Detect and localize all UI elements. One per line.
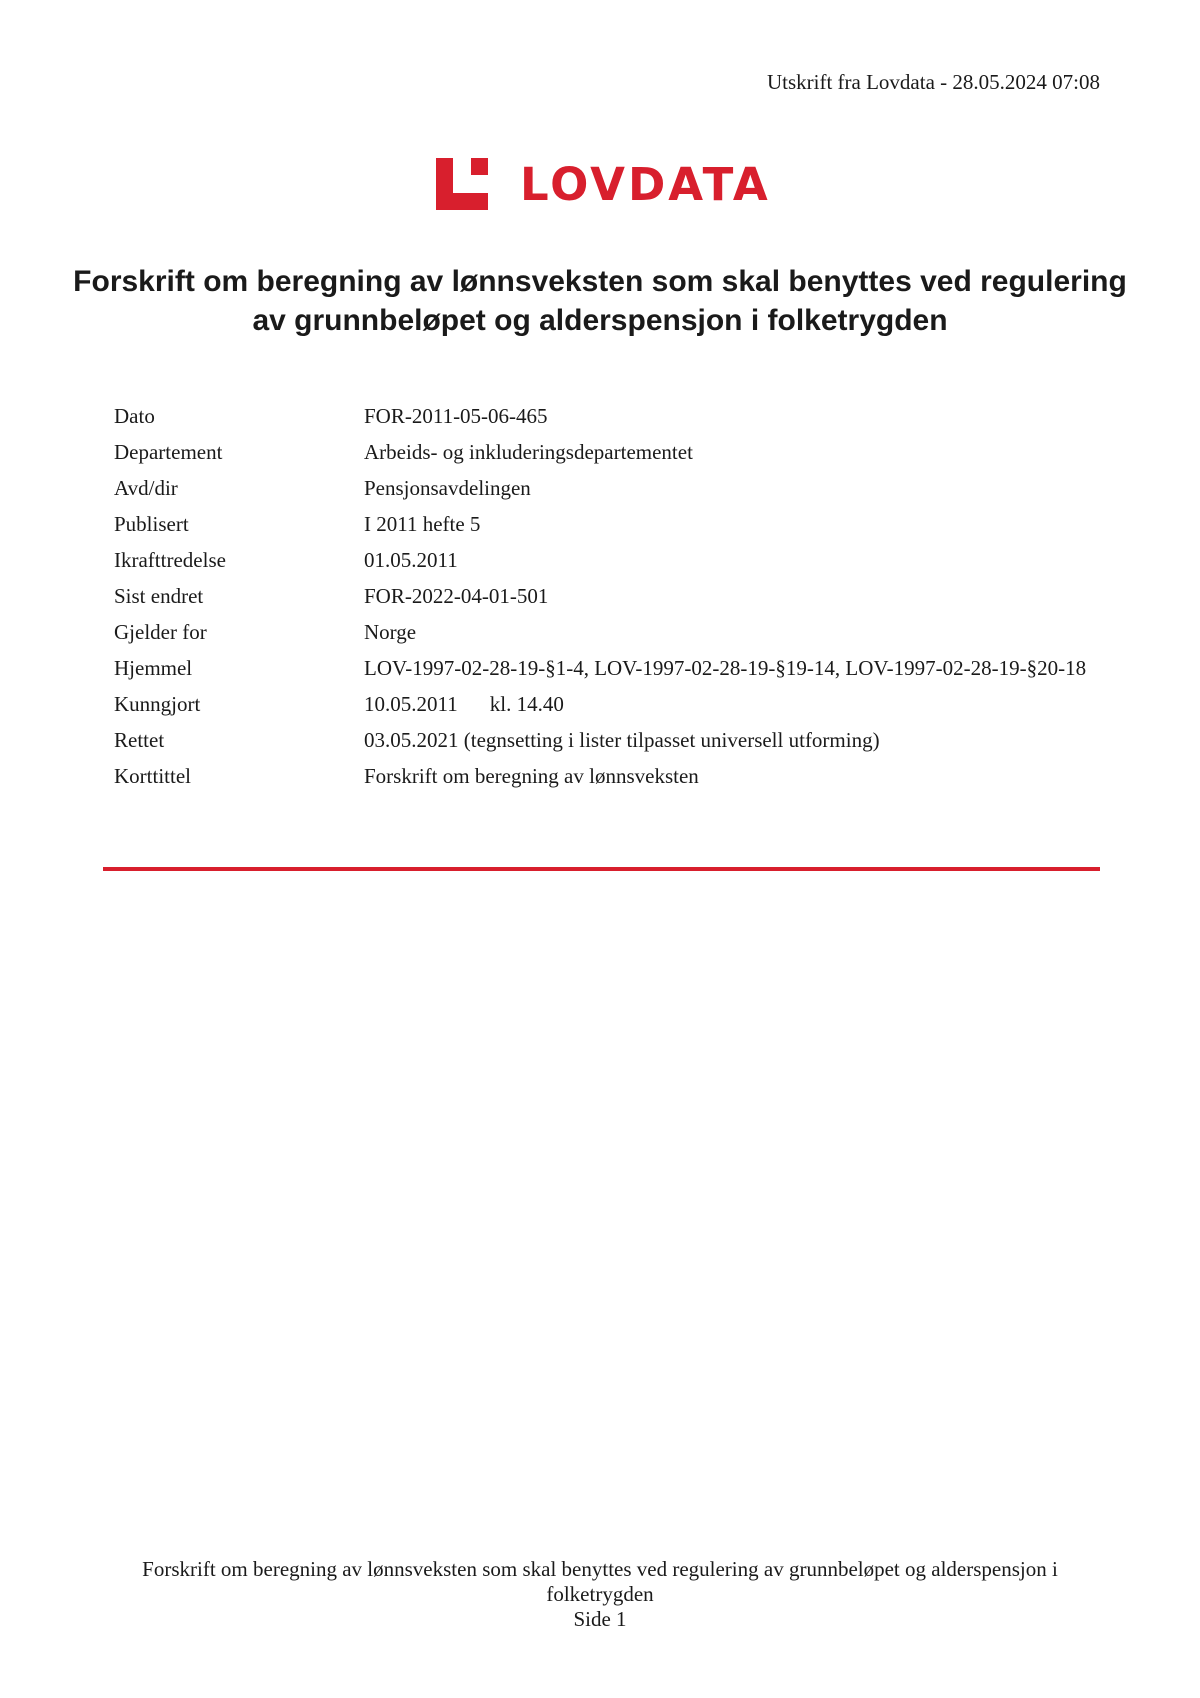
metadata-value: FOR-2011-05-06-465 xyxy=(364,404,548,428)
metadata-value: 03.05.2021 (tegnsetting i lister tilpasset universell utforming) xyxy=(364,728,880,752)
metadata-row xyxy=(114,728,1104,764)
page-number: Side 1 xyxy=(573,1607,627,1631)
metadata-value: 10.05.2011 xyxy=(364,692,458,716)
metadata-row xyxy=(114,548,1104,584)
footer-title: Forskrift om beregning av lønnsveksten som skal benyttes ved regulering av grunnbeløpet og alderspensjon i folketrygden xyxy=(142,1557,1058,1606)
metadata-label: Departement xyxy=(114,440,223,464)
document-title: Forskrift om beregning av lønnsveksten som skal benyttes ved regulering av grunnbeløpet og alderspensjon i folketrygden xyxy=(73,265,1127,337)
metadata-label: Kunngjort xyxy=(114,692,201,716)
metadata-row xyxy=(114,692,1104,728)
lovdata-logo-icon xyxy=(436,158,488,210)
metadata-row xyxy=(114,584,1104,620)
lovdata-logo xyxy=(436,158,771,210)
metadata-row xyxy=(114,620,1104,656)
metadata-value: 01.05.2011 xyxy=(364,548,458,572)
lovdata-logo-text: LOVDATA xyxy=(520,157,771,211)
metadata-row xyxy=(114,764,1104,800)
metadata-row xyxy=(114,440,1104,476)
metadata-label: Avd/dir xyxy=(114,476,178,500)
page-footer xyxy=(100,1557,1100,1632)
metadata-value: Arbeids- og inkluderingsdepartementet xyxy=(364,440,693,464)
metadata-value-group xyxy=(364,692,1104,728)
metadata-value: Norge xyxy=(364,620,417,644)
metadata-label: Dato xyxy=(114,404,155,428)
section-divider xyxy=(103,867,1100,871)
metadata-value-time: kl. 14.40 xyxy=(489,692,564,716)
metadata-value: Pensjonsavdelingen xyxy=(364,476,531,500)
metadata-label: Gjelder for xyxy=(114,620,207,644)
metadata-value: I 2011 hefte 5 xyxy=(364,512,481,536)
metadata-value: FOR-2022-04-01-501 xyxy=(364,584,549,608)
metadata-row xyxy=(114,512,1104,548)
metadata-row xyxy=(114,404,1104,440)
metadata-row xyxy=(114,476,1104,512)
metadata-value: Forskrift om beregning av lønnsveksten xyxy=(364,764,699,788)
metadata-row xyxy=(114,656,1104,692)
metadata-label: Rettet xyxy=(114,728,165,752)
metadata-label: Publisert xyxy=(114,512,189,536)
metadata-label: Korttittel xyxy=(114,764,191,788)
metadata-table xyxy=(114,404,1104,800)
print-header: Utskrift fra Lovdata - 28.05.2024 07:08 xyxy=(766,70,1100,94)
metadata-value: LOV-1997-02-28-19-§1-4, LOV-1997-02-28-19-§19-14, LOV-1997-02-28-19-§20-18 xyxy=(364,656,1087,680)
metadata-label: Sist endret xyxy=(114,584,204,608)
metadata-label: Hjemmel xyxy=(114,656,193,680)
metadata-label: Ikrafttredelse xyxy=(114,548,226,572)
